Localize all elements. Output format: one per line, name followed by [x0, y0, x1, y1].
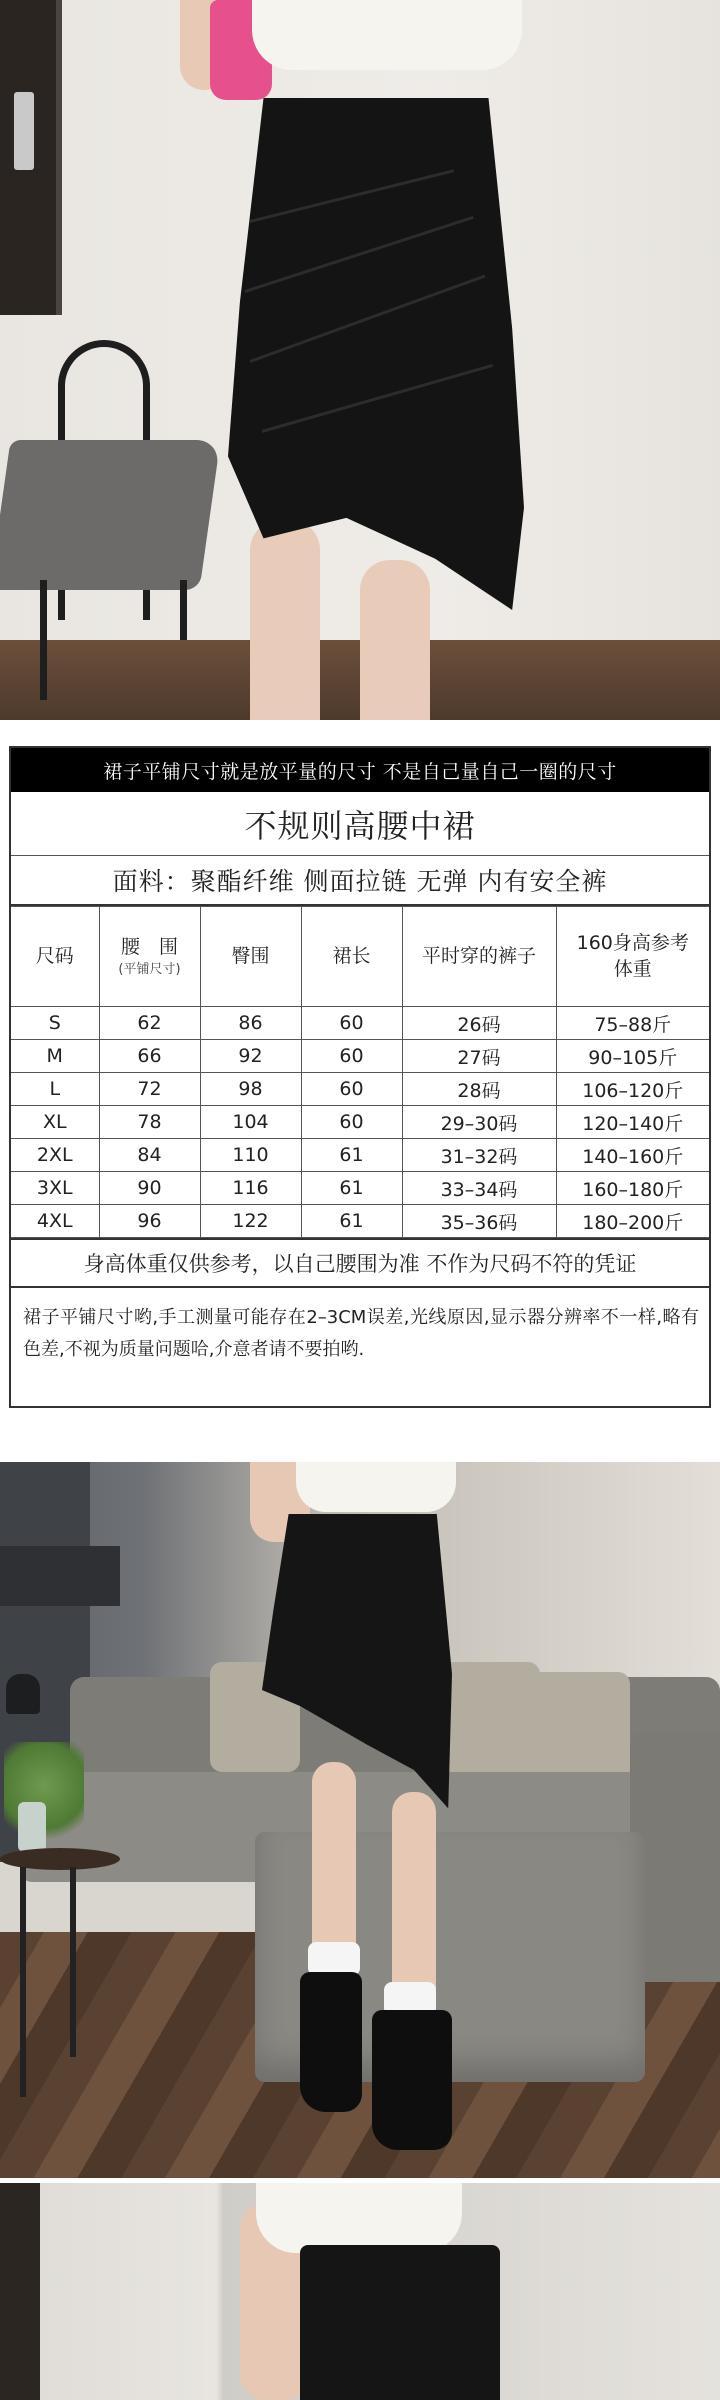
- col-length: 裙长: [301, 907, 402, 1007]
- size-table: [11, 906, 709, 1238]
- cell-pants: 31–32码: [402, 1139, 556, 1172]
- cell-length: 60: [301, 1007, 402, 1040]
- col-weight-label: 160身高参考: [576, 931, 689, 954]
- table-row: [11, 1172, 709, 1205]
- cell-size: M: [11, 1040, 99, 1073]
- table-row: [11, 1106, 709, 1139]
- left-boot: [300, 1972, 362, 2112]
- cell-pants: 26码: [402, 1007, 556, 1040]
- cell-pants: 29–30码: [402, 1106, 556, 1139]
- product-photo-front: [0, 0, 720, 720]
- door: [0, 0, 62, 315]
- cell-weight: 75–88斤: [556, 1007, 709, 1040]
- cell-weight: 140–160斤: [556, 1139, 709, 1172]
- product-photo-bottom: [0, 2183, 720, 2400]
- cell-hip: 104: [200, 1106, 301, 1139]
- disclaimer: 裙子平铺尺寸哟,手工测量可能存在2–3CM误差,光线原因,显示器分辨率不一样,略有色差,不视为质量问题哈,介意者请不要拍哟.: [11, 1286, 709, 1365]
- col-size: 尺码: [11, 907, 99, 1007]
- cell-pants: 27码: [402, 1040, 556, 1073]
- product-photo-living-room: [0, 1462, 720, 2178]
- cell-hip: 122: [200, 1205, 301, 1238]
- col-waist-sub: (平铺尺寸): [118, 961, 181, 977]
- cell-hip: 86: [200, 1007, 301, 1040]
- col-waist: [99, 907, 200, 1007]
- cell-waist: 84: [99, 1139, 200, 1172]
- cell-hip: 98: [200, 1073, 301, 1106]
- col-weight: [556, 907, 709, 1007]
- cell-pants: 35–36码: [402, 1205, 556, 1238]
- white-top: [296, 1462, 456, 1512]
- cell-size: S: [11, 1007, 99, 1040]
- cell-waist: 78: [99, 1106, 200, 1139]
- table-row: [11, 1007, 709, 1040]
- cell-length: 61: [301, 1172, 402, 1205]
- white-top: [256, 2183, 462, 2253]
- cell-waist: 62: [99, 1007, 200, 1040]
- cell-size: 2XL: [11, 1139, 99, 1172]
- cell-waist: 66: [99, 1040, 200, 1073]
- cell-length: 61: [301, 1139, 402, 1172]
- col-pants-size: 平时穿的裤子: [402, 907, 556, 1007]
- cell-length: 61: [301, 1205, 402, 1238]
- size-chart: [9, 746, 711, 1408]
- cell-hip: 116: [200, 1172, 301, 1205]
- table-row: [11, 1139, 709, 1172]
- cell-size: 4XL: [11, 1205, 99, 1238]
- col-hip: 臀围: [200, 907, 301, 1007]
- table-row: [11, 1205, 709, 1238]
- cell-pants: 33–34码: [402, 1172, 556, 1205]
- col-weight-sub: 体重: [613, 957, 652, 980]
- cell-weight: 120–140斤: [556, 1106, 709, 1139]
- cell-weight: 180–200斤: [556, 1205, 709, 1238]
- table-header-row: [11, 907, 709, 1007]
- cell-pants: 28码: [402, 1073, 556, 1106]
- cell-length: 60: [301, 1106, 402, 1139]
- table-row: [11, 1040, 709, 1073]
- cell-hip: 110: [200, 1139, 301, 1172]
- cell-size: 3XL: [11, 1172, 99, 1205]
- material-line: 面料：聚酯纤维 侧面拉链 无弹 内有安全裤: [11, 856, 709, 906]
- table-row: [11, 1073, 709, 1106]
- cell-size: L: [11, 1073, 99, 1106]
- cell-length: 60: [301, 1040, 402, 1073]
- cell-waist: 72: [99, 1073, 200, 1106]
- cell-hip: 92: [200, 1040, 301, 1073]
- side-table: [0, 1848, 120, 1870]
- chart-header-note: 裙子平铺尺寸就是放平量的尺寸 不是自己量自己一圈的尺寸: [11, 748, 709, 792]
- cell-length: 60: [301, 1073, 402, 1106]
- cell-size: XL: [11, 1106, 99, 1139]
- cell-waist: 90: [99, 1172, 200, 1205]
- cell-weight: 160–180斤: [556, 1172, 709, 1205]
- speaker: [6, 1674, 40, 1714]
- col-waist-label: 腰 围: [120, 935, 178, 958]
- cell-weight: 90–105斤: [556, 1040, 709, 1073]
- black-skirt: [300, 2245, 500, 2400]
- cell-weight: 106–120斤: [556, 1073, 709, 1106]
- product-title: 不规则高腰中裙: [11, 792, 709, 856]
- cell-waist: 96: [99, 1205, 200, 1238]
- white-top: [252, 0, 522, 70]
- reference-note: 身高体重仅供参考，以自己腰围为准 不作为尺码不符的凭证: [11, 1238, 709, 1286]
- right-boot: [372, 2010, 452, 2150]
